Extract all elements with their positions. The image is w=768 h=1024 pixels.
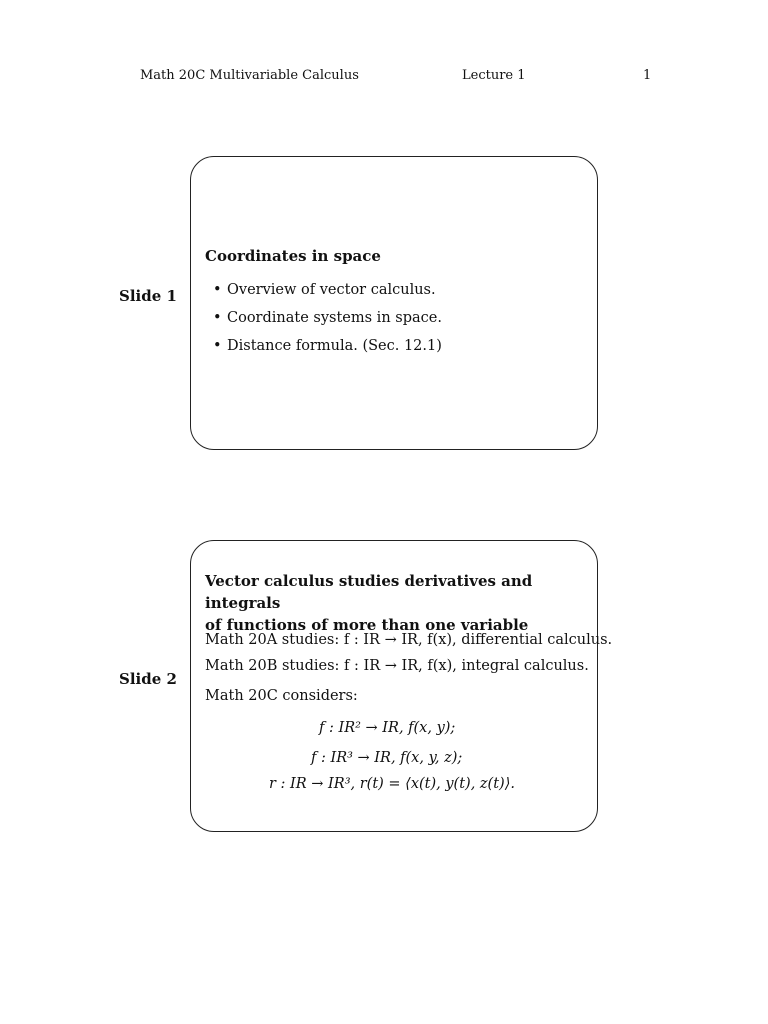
slide-2-frame (190, 540, 613, 832)
list-item: • Overview of vector calculus. (213, 282, 436, 298)
math-20a-line: Math 20A studies: f : IR → IR, f(x), differential calculus. (205, 632, 613, 648)
slide-1-label: Slide 1 (119, 287, 177, 305)
list-item: • Coordinate systems in space. (213, 310, 442, 326)
slide-2-title: Vector calculus studies derivatives and integrals of functions of more than one variable (205, 572, 533, 634)
slide-1-frame (190, 156, 598, 450)
slide-1-title: Coordinates in space (205, 247, 381, 265)
math-20b-line: Math 20B studies: f : IR → IR, f(x), integral calculus. (205, 658, 589, 674)
equation-3: r : IR → IR³, r(t) = ⟨x(t), y(t), z(t)⟩. (269, 776, 515, 792)
slide-2-label: Slide 2 (119, 670, 177, 688)
header-page-number: 1 (643, 68, 652, 83)
math-20c-line: Math 20C considers: (205, 688, 358, 704)
slide-1-bullet-list (213, 279, 442, 363)
header-course: Math 20C Multivariable Calculus (140, 68, 359, 83)
header-lecture: Lecture 1 (462, 68, 526, 83)
list-item: • Distance formula. (Sec. 12.1) (213, 338, 442, 354)
equation-2: f : IR³ → IR, f(x, y, z); (311, 750, 463, 766)
equation-1: f : IR² → IR, f(x, y); (319, 720, 456, 736)
